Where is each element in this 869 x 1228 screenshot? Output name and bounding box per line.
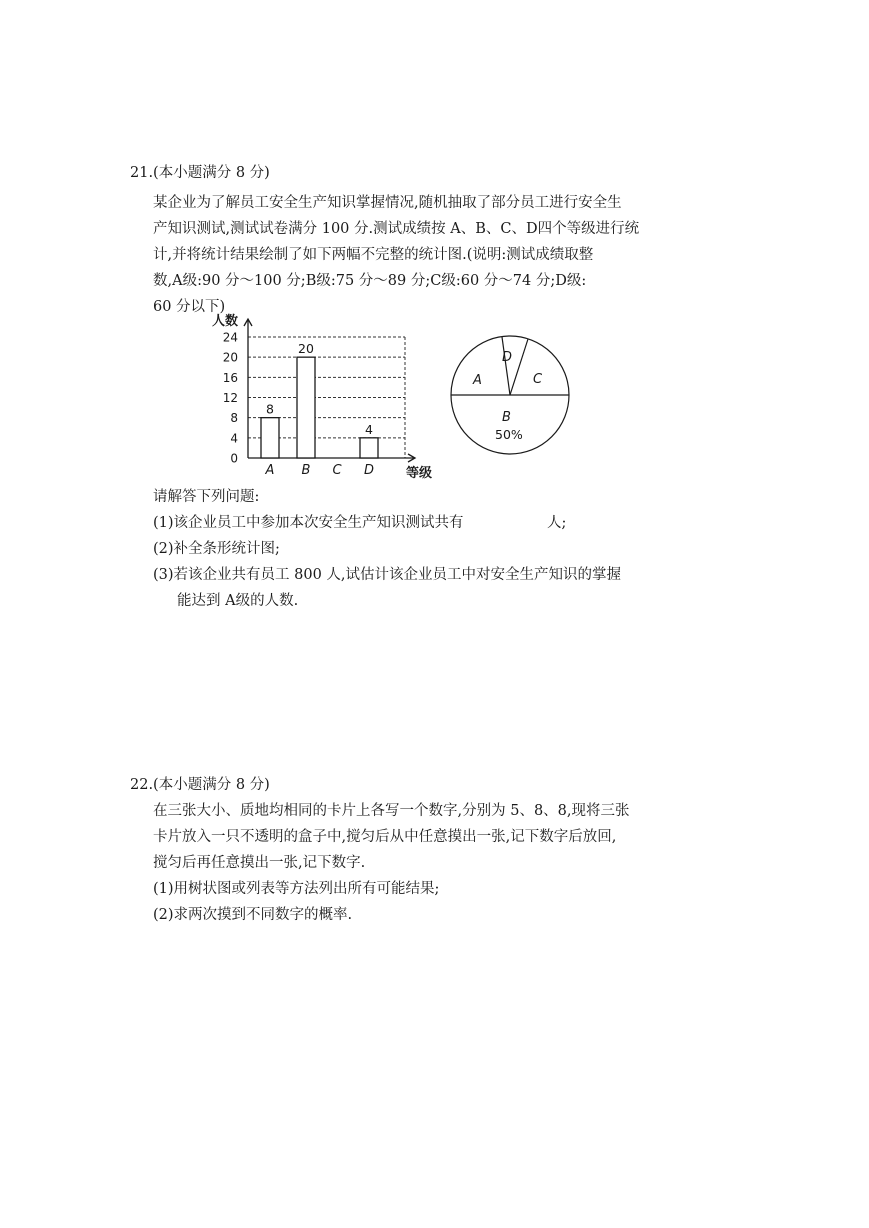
bar-value-label: 4 (365, 421, 373, 437)
q21-prompt: 请解答下列问题: (153, 489, 260, 505)
y-tick-label: 16 (222, 370, 238, 385)
x-category-label: D (363, 463, 375, 478)
q21-body-line-4: 数,A级:90 分～100 分;B级:75 分～89 分;C级:60 分～74 分;D级: (153, 273, 587, 289)
q21-sub3-line-1: (3)若该企业共有员工 800 人,试估计该企业员工中对安全生产知识的掌握 (153, 567, 622, 583)
q22-body-line-1: 在三张大小、质地均相同的卡片上各写一个数字,分别为 5、8、8,现将三张 (153, 803, 630, 819)
q22-sub2: (2)求两次摸到不同数字的概率. (153, 907, 353, 923)
bar-b (297, 357, 315, 458)
y-tick-label: 0 (230, 451, 238, 466)
y-tick-label: 8 (230, 411, 238, 426)
q21-header: 21.(本小题满分 8 分) (130, 165, 270, 181)
q21-body-line-5: 60 分以下) (153, 299, 226, 315)
y-tick-label: 12 (222, 391, 238, 405)
pie-slice-label-a: A (473, 373, 482, 388)
bar-chart-x-axis-label: 等级 (406, 466, 433, 481)
y-tick-label: 24 (222, 330, 238, 345)
q21-sub1-unit: 人; (547, 515, 567, 531)
q21-body-line-1: 某企业为了解员工安全生产知识掌握情况,随机抽取了部分员工进行安全生 (153, 195, 622, 211)
pie-boundary-d-left (502, 337, 513, 395)
bar-d (360, 438, 378, 458)
pie-boundary-d-right (510, 339, 528, 395)
bar-chart-bars (261, 341, 378, 458)
q22-body-line-3: 搅匀后再任意摸出一张,记下数字. (153, 855, 366, 871)
bar-value-label: 20 (298, 341, 314, 357)
q22-sub1: (1)用树状图或列表等方法列出所有可能结果; (153, 881, 440, 897)
q21-sub3-line-2: 能达到 A级的人数. (177, 593, 299, 609)
q21-sub2: (2)补全条形统计图; (153, 541, 280, 557)
pie-chart (445, 330, 575, 460)
q21-sub1-text: (1)该企业员工中参加本次安全生产知识测试共有 (153, 515, 464, 531)
q21-body-line-3: 计,并将统计结果绘制了如下两幅不完整的统计图.(说明:测试成绩取整 (153, 247, 594, 263)
x-category-label: A (265, 463, 275, 478)
y-tick-label: 4 (230, 431, 238, 446)
pie-slice-label-c: C (533, 372, 543, 387)
bar-chart (200, 310, 445, 482)
q22-body-line-2: 卡片放入一只不透明的盒子中,搅匀后从中任意摸出一张,记下数字后放回, (153, 829, 617, 845)
x-category-label: B (301, 463, 311, 478)
bar-chart-y-axis-label: 人数 (212, 314, 239, 329)
bar-a (261, 418, 279, 458)
q22-header: 22.(本小题满分 8 分) (130, 777, 270, 793)
bar-chart-categories (265, 463, 374, 478)
bar-chart-y-ticks (223, 331, 238, 466)
pie-slice-label-d: D (502, 350, 513, 365)
bar-value-label: 8 (266, 401, 274, 417)
y-tick-label: 20 (222, 350, 238, 365)
pie-slice-percent-b: 50% (495, 427, 523, 442)
x-category-label: C (332, 463, 342, 478)
pie-slice-label-b: B (502, 410, 511, 425)
q21-body-line-2: 产知识测试,测试试卷满分 100 分.测试成绩按 A、B、C、D四个等级进行统 (153, 221, 640, 237)
